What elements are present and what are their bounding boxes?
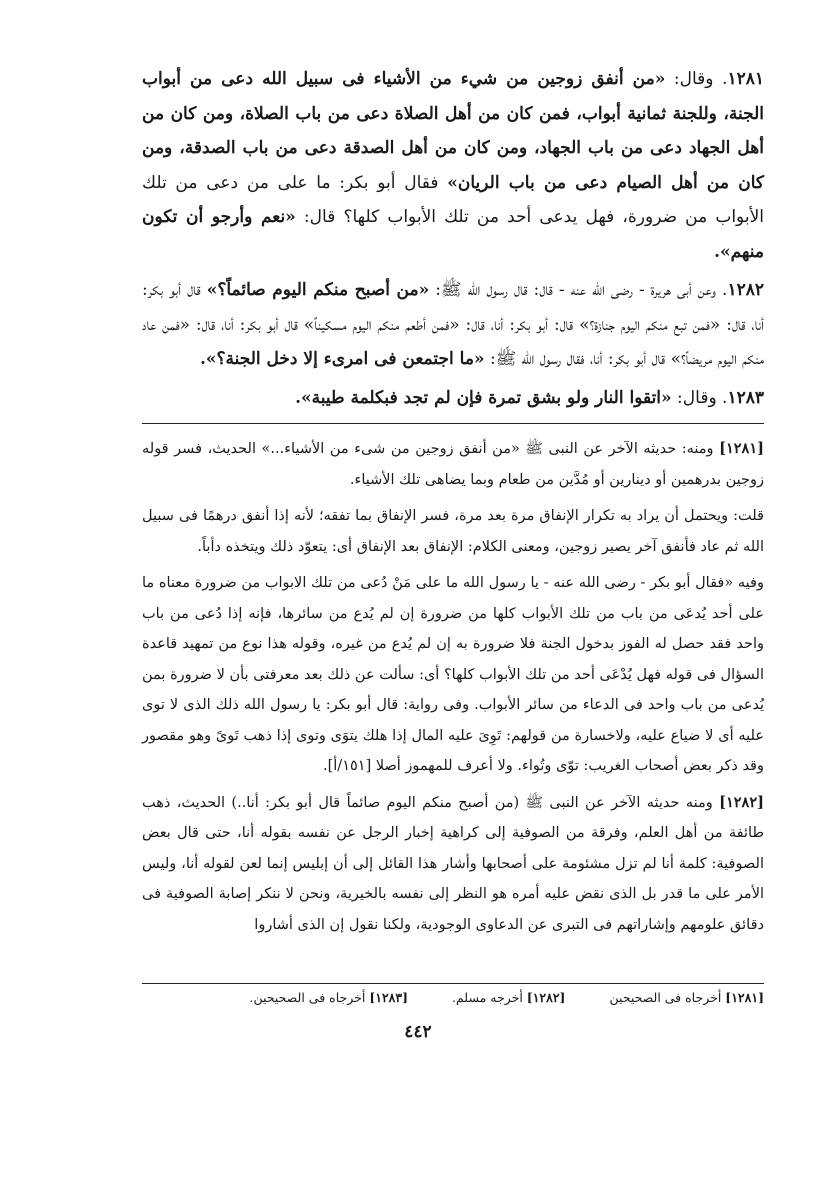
commentary-text: ومنه حديثه الآخر عن النبى ﷺ (من أصبح منكم اليوم صائماً قال أبو بكر: أنا..) الحديث، ذهب طائفة من أهل العلم، وفرقة من الصوفية إلى كراهية إخبار الرجل عن نفسه بقوله أنا، حتى قال بعض الصوفية: كلمة أنا لم تزل مشئومة على أصحابها وأشار هذا القائل إلى أن إبليس إنما لعن لقوله أنا، وليس الأمر على ما قدر بل الذى نقض عليه أمره هو النظر إلى نفسه بالخيرية، ونحن لا ننكر إصابة الصوفية فى دقائق علومهم وإشاراتهم فى التبرى عن الدعاوى الوجودية، ولكنا نقول إن الذى أشاروا <box>142 794 764 933</box>
footnote-text: أخرجه مسلم. <box>452 990 527 1005</box>
section-divider <box>142 423 764 424</box>
commentary-paragraph <box>142 434 764 495</box>
hadith-tail: قال أبو بكر: أنا، قال: «فمن تبع منكم اليوم جنازة؟» قال: أبو بكر: أنا، قال: «فمن أطعم منكم اليوم مسكيناً» قال أبو بكر: أنا، قال: «فمن عاد منكم اليوم مريضاً؟» قال أبو بكر: أنا، فقال رسول الله ﷺ: <box>142 280 764 369</box>
footnote-number: [١٢٨١] <box>725 990 764 1005</box>
hadith-tail: فقال أبو بكر: ما على من دعى من تلك الأبواب من ضرورة، فهل يدعى أحد من تلك الأبواب كلها؟ قال: <box>142 172 764 227</box>
footnote-text: أخرجاه فى الصحيحين. <box>249 990 370 1005</box>
footnote <box>452 988 565 1008</box>
hadith-1282: ١٢٨٢. وعن أبى هريرة - رضى الله عنه - قال: قال رسول الله ﷺ: «من أصبح منكم اليوم صائماً؟» قال أبو بكر: أنا، قال: «فمن تبع منكم اليوم جنازة؟» قال: أبو بكر: أنا، قال: «فمن أطعم منكم اليوم مسكيناً» قال أبو بكر: أنا، قال: «فمن عاد منكم اليوم مريضاً؟» قال أبو بكر: أنا، فقال رسول الله ﷺ: «ما اجتمعن فى امرىء إلا دخل الجنة؟». <box>142 280 764 369</box>
footnote-number: [١٢٨٣] <box>369 990 409 1005</box>
commentary-number: [١٢٨٢] <box>719 793 764 811</box>
commentary-number: [١٢٨١] <box>719 440 764 457</box>
hadith-quote: «من أنفق زوجين من شيء من الأشياء فى سبيل الله دعى من أبواب الجنة، وللجنة ثمانية أبواب، فمن كان من أهل الصلاة دعى من باب الصلاة، ومن كان من أهل الجهاد دعى من باب الجهاد، ومن كان من أهل الصدقة دعى من باب الصدقة، ومن كان من أهل الصيام دعى من باب الريان» <box>142 69 764 193</box>
hadith-number: ١٢٨١ <box>727 69 765 89</box>
hadith-1283: ١٢٨٣. وقال: «اتقوا النار ولو بشق تمرة فإن لم تجد فبكلمة طيبة». <box>295 387 764 408</box>
footnote-divider <box>142 983 764 984</box>
hadith-end: «نعم وأرجو أن تكون منهم». <box>142 207 764 262</box>
footnote-number: [١٢٨٢] <box>526 990 566 1005</box>
footnote-text: أخرجاه فى الصحيحين <box>609 990 726 1005</box>
hadith-quote: «اتقوا النار ولو بشق تمرة فإن لم تجد فبكلمة طيبة». <box>295 387 672 408</box>
commentary-paragraph <box>142 788 764 941</box>
hadith-intro: وعن أبى هريرة - رضى الله عنه - قال: قال رسول الله ﷺ: <box>429 280 716 300</box>
page-number: ٤٤٢ <box>404 1022 432 1042</box>
hadith-quote: «من أصبح منكم اليوم صائماً؟» <box>206 280 430 300</box>
page-body <box>142 62 764 946</box>
footnote <box>250 988 409 1008</box>
hadith-intro: وقال: <box>671 387 717 408</box>
hadith-intro: وقال: <box>673 69 714 89</box>
commentary-paragraph <box>142 501 764 562</box>
commentary-text: وفيه «فقال أبو بكر - رضى الله عنه - يا رسول الله ما على مَنْ دُعى من تلك الابواب من ضرورة معناه ما على أحد يُدعَى من باب من تلك الأبواب كلها من ضرورة إن لم يُدع من سائرها، فإنه إذا دُعى من باب واحد فقد حصل له الفوز بدخول الجنة فلا ضرورة به إن لم يُدع من غيره، وقوله هذا نوع من تمهيد قاعدة السؤال فى قوله فهل يُدْعَى أحد من تلك الأبواب كلها؟ أى: سألت عن ذلك بعد معرفتى بأن لا ضرورة بمن يُدعى من باب واحد فى الدعاء من سائر الأبواب. وفى رواية: قال أبو بكر: يا رسول الله ذلك الذى لا توى عليه أى لا ضياع عليه، ولاخسارة من قولهم: تَوِىَ عليه المال إذا هلك يتوَى وتوى إذا ذهب تَوىً وهو مقصور وقد ذكر بعض أصحاب الغريب: توّى وتُواء. ولا أعرف للمهموز أصلا [١٥١/أ]. <box>142 575 764 774</box>
commentary-text: قلت: ويحتمل أن يراد به تكرار الإنفاق مرة بعد مرة، فسر الإنفاق بما تفقه؛ لأنه إذا أنفق درهمًا فى سبيل الله ثم عاد فأنفق آخر يصير زوجين، ومعنى الكلام: الإنفاق بعد الإنفاق أى: يتعوّد ذلك ويتخذه دأباً. <box>142 508 764 555</box>
footnotes <box>142 988 764 1008</box>
footnote <box>609 988 764 1008</box>
hadith-1281: ١٢٨١. وقال: «من أنفق زوجين من شيء من الأشياء فى سبيل الله دعى من أبواب الجنة، وللجنة ثمانية أبواب، فمن كان من أهل الصلاة دعى من باب الصلاة، ومن كان من أهل الجهاد دعى من باب الجهاد، ومن كان من أهل الصدقة دعى من باب الصدقة، ومن كان من أهل الصيام دعى من باب الريان» فقال أبو بكر: ما على من دعى من تلك الأبواب من ضرورة، فهل يدعى أحد من تلك الأبواب كلها؟ قال: «نعم وأرجو أن تكون منهم». <box>142 69 765 262</box>
commentary-text: ومنه: حديثه الآخر عن النبى ﷺ «من أنفق زوجين من شىء من الأشياء...» الحديث، فسر قوله زوجين بدرهمين أو دينارين أو مُدَّين من طعام وبما يضاهى تلك الأشياء. <box>142 441 764 488</box>
commentary-paragraph <box>142 568 764 782</box>
hadith-end: «ما اجتمعن فى امرىء إلا دخل الجنة؟». <box>199 349 485 369</box>
hadith-number: ١٢٨٢ <box>727 280 764 300</box>
hadith-number: ١٢٨٣ <box>727 387 764 408</box>
